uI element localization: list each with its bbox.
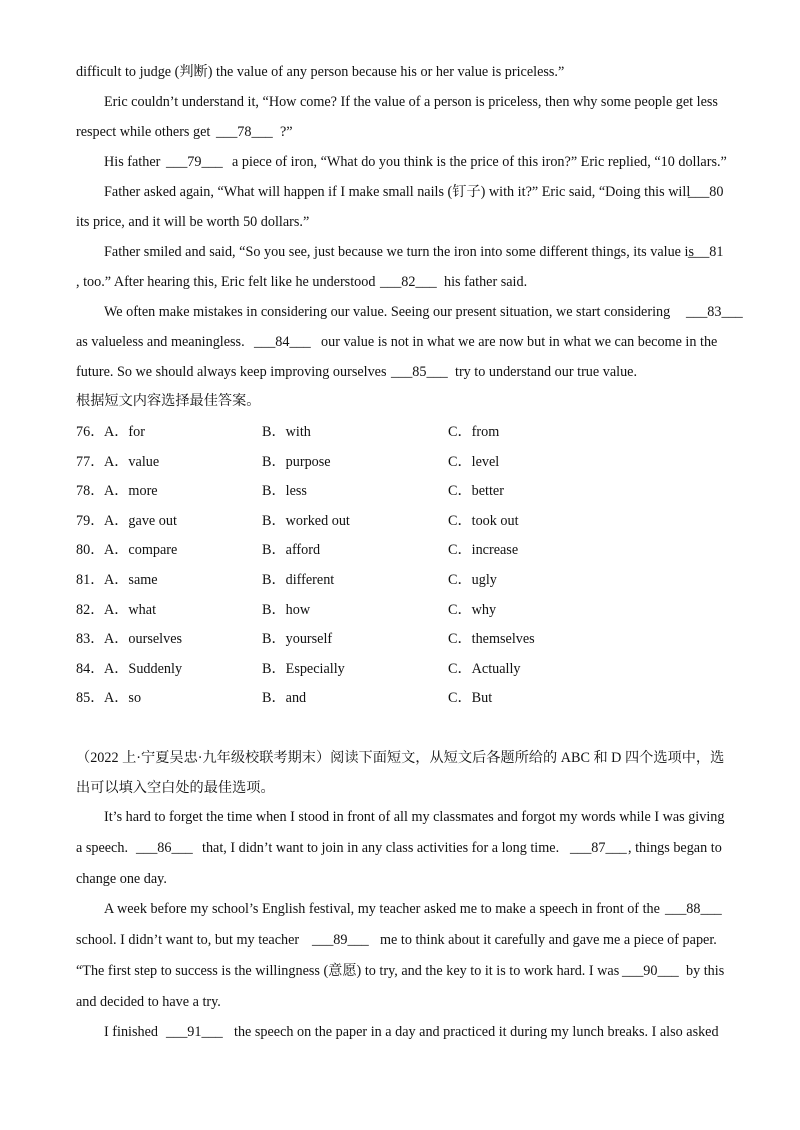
option-a: A．ourselves xyxy=(104,631,183,647)
blank-91: ___91___ xyxy=(166,1024,223,1040)
blank-88: ___88___ xyxy=(665,901,722,917)
passage-line xyxy=(0,930,800,950)
text: , too.” After hearing this, Eric felt like he understood xyxy=(76,274,376,290)
passage-line xyxy=(0,182,800,202)
option-c: C．why xyxy=(448,602,497,618)
passage-line xyxy=(0,92,800,112)
text: me to think about it carefully and gave me a piece of paper. xyxy=(380,932,717,948)
blank-81: ___81 xyxy=(688,244,724,260)
text: Father asked again, “What will happen if I make small nails (钉子) with it?” Eric said, “Doing this will xyxy=(104,184,691,200)
passage-line xyxy=(0,302,800,322)
blank-89: ___89___ xyxy=(312,932,369,948)
passage-line xyxy=(0,272,800,292)
option-c: C．from xyxy=(448,424,500,440)
text: school. I didn’t want to, but my teacher xyxy=(76,932,300,948)
text: , things began to xyxy=(628,840,722,856)
passage-line xyxy=(0,391,800,411)
option-b: B．purpose xyxy=(262,454,331,470)
text: our value is not in what we are now but in what we can become in the xyxy=(321,334,718,350)
blank-87: ___87___ xyxy=(570,840,627,856)
blank-82: ___82___ xyxy=(380,274,437,290)
text: by this xyxy=(686,963,725,979)
text: difficult to judge (判断) the value of any person because his or her value is priceless.” xyxy=(76,64,565,80)
text: a speech. xyxy=(76,840,128,856)
option-b: B．afford xyxy=(262,542,321,558)
text: his father said. xyxy=(444,274,528,290)
text: I finished xyxy=(104,1024,158,1040)
option-b: B．Especially xyxy=(262,661,345,677)
option-b: B．how xyxy=(262,602,311,618)
passage-line xyxy=(0,62,800,82)
passage-line xyxy=(0,332,800,352)
text: A week before my school’s English festival, my teacher asked me to make a speech in front of the xyxy=(104,901,660,917)
option-c: C．level xyxy=(448,454,500,470)
text: We often make mistakes in considering our value. Seeing our present situation, we start considering xyxy=(104,304,671,320)
section-heading-line xyxy=(0,778,800,798)
question-number: 77． xyxy=(76,454,105,470)
option-a: A．same xyxy=(104,572,158,588)
blank-83: ___83___ xyxy=(686,304,743,320)
option-c: C．increase xyxy=(448,542,519,558)
text: His father xyxy=(104,154,161,170)
question-number: 81． xyxy=(76,572,105,588)
option-b: B．and xyxy=(262,690,307,706)
text: respect while others get xyxy=(76,124,211,140)
option-b: B．different xyxy=(262,572,335,588)
text: ?” xyxy=(280,124,293,140)
blank-86: ___86___ xyxy=(136,840,193,856)
option-c: C．ugly xyxy=(448,572,497,588)
option-a: A．so xyxy=(104,690,142,706)
passage-line xyxy=(0,992,800,1012)
passage-line xyxy=(0,807,800,827)
text: future. So we should always keep improving ourselves xyxy=(76,364,387,380)
text: Father smiled and said, “So you see, just because we turn the iron into some different things, its value is xyxy=(104,244,694,260)
option-a: A．gave out xyxy=(104,513,177,529)
option-c: C．took out xyxy=(448,513,519,529)
question-number: 79． xyxy=(76,513,105,529)
question-number: 76． xyxy=(76,424,105,440)
question-number: 78． xyxy=(76,483,105,499)
passage-line xyxy=(0,899,800,919)
question-number: 82． xyxy=(76,602,105,618)
passage-line xyxy=(0,1022,800,1042)
passage-line xyxy=(0,152,800,172)
option-a: A．what xyxy=(104,602,157,618)
text: change one day. xyxy=(76,871,167,887)
passage-line xyxy=(0,961,800,981)
text: as valueless and meaningless. xyxy=(76,334,245,350)
option-c: C．But xyxy=(448,690,493,706)
option-a: A．compare xyxy=(104,542,178,558)
blank-80: ___80 xyxy=(688,184,724,200)
blank-90: ___90___ xyxy=(622,963,679,979)
text: a piece of iron, “What do you think is the price of this iron?” Eric replied, “10 dollars.” xyxy=(232,154,727,170)
section-heading: （2022 上·宁夏吴忠·九年级校联考期末）阅读下面短文，从短文后各题所给的 ABC 和 D 四个选项中，选 xyxy=(76,750,725,766)
option-c: C．Actually xyxy=(448,661,521,677)
blank-85: ___85___ xyxy=(391,364,448,380)
option-b: B．less xyxy=(262,483,307,499)
instruction: 根据短文内容选择最佳答案。 xyxy=(76,393,261,409)
text: that, I didn’t want to join in any class activities for a long time. xyxy=(202,840,560,856)
text: Eric couldn’t understand it, “How come? If the value of a person is priceless, then why some people get less xyxy=(104,94,718,110)
passage-line xyxy=(0,838,800,858)
question-number: 83． xyxy=(76,631,105,647)
blank-78: ___78___ xyxy=(216,124,273,140)
blank-79: ___79___ xyxy=(166,154,223,170)
option-a: A．for xyxy=(104,424,145,440)
option-c: C．themselves xyxy=(448,631,535,647)
option-b: B．with xyxy=(262,424,311,440)
section-heading: 出可以填入空白处的最佳选项。 xyxy=(76,780,275,796)
passage-line xyxy=(0,122,800,142)
question-number: 80． xyxy=(76,542,105,558)
text: “The first step to success is the willingness (意愿) to try, and the key to it is to work hard. I was xyxy=(76,963,620,979)
option-a: A．Suddenly xyxy=(104,661,183,677)
passage-line xyxy=(0,362,800,382)
question-number: 84． xyxy=(76,661,105,677)
question-number: 85． xyxy=(76,690,105,706)
passage-line xyxy=(0,869,800,889)
blank-84: ___84___ xyxy=(254,334,311,350)
option-b: B．yourself xyxy=(262,631,333,647)
option-b: B．worked out xyxy=(262,513,350,529)
text: try to understand our true value. xyxy=(455,364,638,380)
passage-line xyxy=(0,212,800,232)
option-a: A．more xyxy=(104,483,158,499)
passage-line xyxy=(0,242,800,262)
text: its price, and it will be worth 50 dollars.” xyxy=(76,214,310,230)
option-c: C．better xyxy=(448,483,504,499)
section-heading-line xyxy=(0,748,800,768)
text: and decided to have a try. xyxy=(76,994,221,1010)
text: the speech on the paper in a day and practiced it during my lunch breaks. I also asked xyxy=(234,1024,719,1040)
option-a: A．value xyxy=(104,454,160,470)
text: It’s hard to forget the time when I stood in front of all my classmates and forgot my words while I was giving xyxy=(104,809,725,825)
